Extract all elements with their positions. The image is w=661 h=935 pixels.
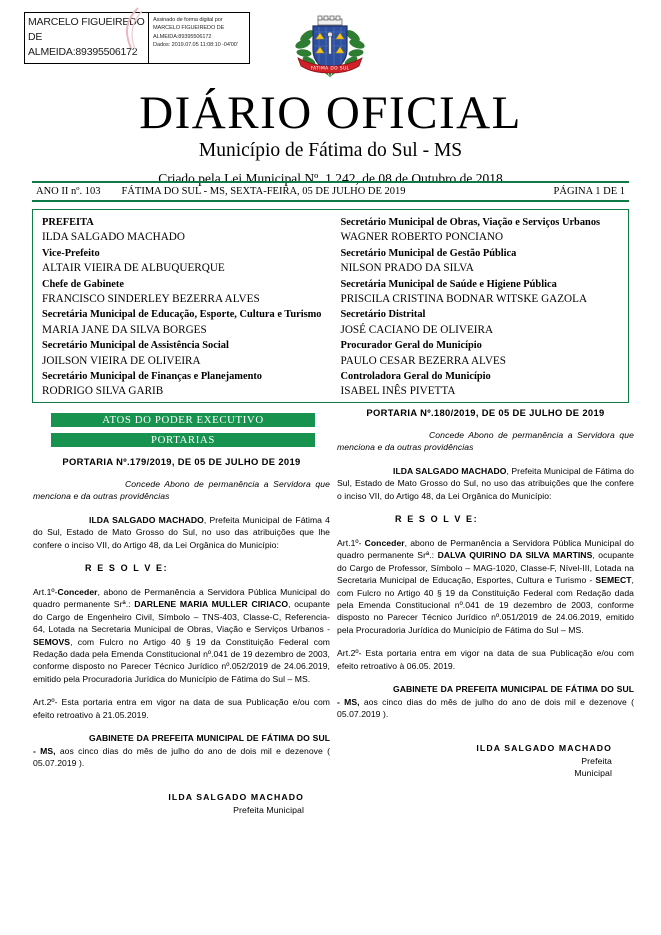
portaria-180-preamble-name: ILDA SALGADO MACHADO: [393, 465, 507, 476]
official-name: PAULO CESAR BEZERRA ALVES: [340, 354, 506, 367]
signature-detail-line-1: Assinado de forma digital por: [153, 17, 223, 23]
portaria-180-signer-role-line-1: Prefeita: [581, 755, 612, 766]
section-bar-portarias: PORTARIAS: [51, 433, 315, 447]
portaria-179-signer-role: Prefeita Municipal: [233, 804, 304, 815]
portaria-180-title: PORTARIA Nº.180/2019, DE 05 DE JULHO DE 2019: [366, 407, 605, 418]
signature-detail-line-3: ALMEIDA:89395506172: [153, 33, 212, 40]
official-role: Controladora Geral do Município: [340, 371, 491, 383]
portaria-179-preamble-name: ILDA SALGADO MACHADO: [89, 514, 204, 525]
masthead-law-line: Criado pela Lei Municipal Nº. 1.242, de 08 de Outubro de 2018: [158, 171, 503, 186]
official-name: ALTAIR VIEIRA DE ALBUQUERQUE: [42, 262, 225, 275]
portaria-179-art1-rest: , ocupante do Cargo de Engenheiro Civil, Símbolo – TNS-403, Classe-C, Referencia-64, Lotada na Secretaria Municipal de Obras, Viação e Serviços Urbanos -: [33, 599, 330, 635]
portaria-180-resolve: R E S O L V E:: [395, 514, 479, 525]
portaria-179-preamble-rest: , Prefeita Municipal de Fátima 4 do Sul, Estado de Mato Grosso do Sul, no uso das atribuições que lhe confere o inciso VII, do Artigo 48, da Lei Orgânica do Município:: [33, 514, 330, 550]
section-bar-atos-poder-executivo: ATOS DO PODER EXECUTIVO: [51, 413, 315, 427]
portaria-179-signature: [33, 791, 330, 816]
portaria-180-art1-mid: , abono de Permanência a Servidora Pública Municipal do quadro permanente Srª.:: [337, 538, 634, 561]
masthead-subtitle: Município de Fátima do Sul - MS: [198, 140, 463, 161]
official-role: Vice-Prefeito: [42, 247, 100, 259]
official-role: Secretário Municipal de Assistência Social: [42, 340, 229, 352]
masthead: [0, 88, 661, 188]
portaria-180-art1-lead: Art.1º-: [337, 538, 362, 549]
issue-place-date: FÁTIMA DO SUL - MS, SEXTA-FEIRA, 05 DE JULHO DE 2019: [121, 186, 406, 197]
page-indicator: PÁGINA 1 DE 1: [553, 186, 625, 197]
official-name: FRANCISCO SINDERLEY BEZERRA ALVES: [42, 293, 260, 306]
portaria-180-signer-role-line-2: Municipal: [574, 768, 612, 779]
portaria-180-signature: [337, 742, 634, 779]
signature-detail-line-4: Dados: 2019.07.05 11:08:10 -04'00': [153, 42, 238, 49]
portaria-180-art1-org: SEMECT: [595, 575, 632, 586]
official-role: Procurador Geral do Município: [340, 340, 482, 352]
portaria-180-ementa: [337, 429, 634, 454]
official-role: Secretário Municipal de Obras, Viação e Serviços Urbanos: [340, 217, 601, 228]
signature-details: [149, 13, 249, 63]
official-role: Secretário Municipal de Gestão Pública: [340, 247, 517, 259]
svg-text:FATIMA DO SUL: FATIMA DO SUL: [310, 66, 350, 72]
issue-number: ANO II nº. 103: [36, 186, 101, 197]
official-name: NILSON PRADO DA SILVA: [340, 262, 474, 275]
portaria-180-signer-name: ILDA SALGADO MACHADO: [476, 743, 612, 754]
signature-subject: [25, 13, 149, 63]
official-role: PREFEITA: [42, 217, 94, 228]
portaria-180-preamble-rest: , Prefeita Municipal de Fátima do Sul, Estado de Mato Grosso do Sul, no uso das atribuições que lhe confere o inciso VII, do Artigo 48, da Lei Orgânica do Município:: [337, 465, 634, 501]
signature-detail-line-2: MARCELO FIGUEIREDO DE: [153, 25, 225, 32]
official-name: PRISCILA CRISTINA BODNAR WITSKE GAZOLA: [340, 293, 588, 306]
officials-box: [32, 209, 629, 403]
portaria-179-closing-rest: aos cinco dias do mês de julho do ano de dois mil e dezenove ( 05.07.2019 ).: [33, 745, 331, 768]
officials-column-left: [33, 215, 331, 402]
official-name: ILDA SALGADO MACHADO: [42, 231, 185, 244]
portaria-179-ementa-text: Concede Abono de permanência a Servidora que menciona e da outras providências: [33, 479, 330, 502]
portaria-179-closing: [33, 732, 330, 769]
portaria-180-art1-verb: Conceder: [364, 538, 405, 549]
official-name: WAGNER ROBERTO PONCIANO: [340, 231, 504, 244]
portaria-180-closing: [337, 683, 634, 720]
official-role: Secretário Municipal de Finanças e Planejamento: [42, 371, 263, 383]
official-name: MARIA JANE DA SILVA BORGES: [42, 323, 207, 336]
portaria-179-column: [33, 455, 330, 816]
portaria-179-closing-office: GABINETE DA PREFEITA MUNICIPAL DE FÁTIMA DO SUL - MS,: [33, 733, 330, 756]
official-name: JOSÉ CACIANO DE OLIVEIRA: [340, 323, 494, 336]
portaria-179-title: PORTARIA Nº.179/2019, DE 05 DE JULHO DE 2019: [62, 456, 301, 467]
official-role: Chefe de Gabinete: [42, 278, 124, 290]
portaria-179-preamble: [33, 514, 330, 551]
officials-column-right: [331, 215, 629, 402]
portaria-179-art1-org: SEMOVS: [33, 636, 71, 647]
portaria-180-art1-rest: , ocupante do Cargo de Professor, Símbolo – MAG-1020, Classe-F, Nível-III, Lotada na Secretaria Municipal de Educação, Esportes, Cultura e Turismo -: [337, 550, 634, 586]
portaria-179-resolve: R E S O L V E:: [85, 563, 169, 574]
portaria-180-article-1: [337, 537, 634, 636]
portaria-179-ementa: [33, 478, 330, 503]
signature-subject-line-1: MARCELO FIGUEIREDO: [28, 16, 145, 28]
digital-signature-stamp: [24, 12, 250, 64]
official-name: JOILSON VIEIRA DE OLIVEIRA: [42, 354, 201, 367]
official-role: Secretária Municipal de Saúde e Higiene Pública: [340, 278, 557, 290]
portaria-179-art1-verb: Conceder: [57, 587, 98, 598]
coat-of-arms-icon: [293, 14, 367, 86]
official-name: RODRIGO SILVA GARIB: [42, 385, 164, 398]
portaria-180-art1-person: DALVA QUIRINO DA SILVA MARTINS: [437, 550, 593, 561]
page-title: DIÁRIO OFICIAL: [139, 87, 522, 139]
portaria-180-preamble: [337, 465, 634, 502]
signature-subject-line-3: ALMEIDA:89395506172: [28, 46, 138, 58]
portaria-180-closing-rest: aos cinco dias do mês de julho do ano de dois mil e dezenove ( 05.07.2019 ).: [337, 696, 635, 719]
official-role: Secretário Distrital: [340, 309, 426, 321]
portaria-180-article-2: Art.2º- Esta portaria entra em vigor na data de sua Publicação e/ou com efeito retroativo à 06.05. 2019.: [337, 648, 634, 671]
official-name: ISABEL INÊS PIVETTA: [340, 385, 456, 398]
portaria-179-art1-tail: , com Fulcro no Artigo 40 § 19 da Constituição Federal com Redação dada pela Emenda Constitucional nº.041 de 19 dezembro de 2003, conforme disposto no Parecer Técnico Jurídico nº.052/2019 de 24.06.2019, emitido pela Procuradoria Jurídica do Município de Fátima do Sul – MS.: [33, 636, 330, 684]
signature-subject-line-2: DE: [28, 31, 43, 43]
portaria-179-art1-person: DARLENE MARIA MULLER CIRIACO: [134, 599, 289, 610]
portaria-180-closing-office: GABINETE DA PREFEITA MUNICIPAL DE FÁTIMA DO SUL - MS,: [337, 684, 634, 707]
issue-info-bar: [32, 181, 629, 202]
portaria-179-signer-name: ILDA SALGADO MACHADO: [168, 792, 304, 803]
portaria-179-article-2: Art.2º- Esta portaria entra em vigor na data de sua Publicação e/ou com efeito retroativo à 21.05.2019.: [33, 697, 330, 720]
portaria-180-ementa-text: Concede Abono de permanência a Servidora que menciona e da outras providências: [337, 430, 634, 453]
portaria-179-art1-mid: , abono de Permanência a Servidora Pública Municipal do quadro permanente Srª.:: [33, 587, 330, 610]
portaria-179-art1-lead: Art.1º-: [33, 587, 58, 598]
official-role: Secretária Municipal de Educação, Esporte, Cultura e Turismo: [42, 309, 322, 321]
portaria-180-column: [337, 406, 634, 780]
portaria-179-article-1: [33, 586, 330, 685]
portaria-180-art1-tail: , com Fulcro no Artigo 40 § 19 da Constituição Federal com Redação dada pela Emenda Constitucional nº.041 de 19 dezembro de 2003, conforme disposto no Parecer Técnico Jurídico nº.051/2019 de 24.06.2019, emitido pela Procuradoria Jurídica do Município de Fátima do Sul – MS.: [337, 575, 634, 635]
